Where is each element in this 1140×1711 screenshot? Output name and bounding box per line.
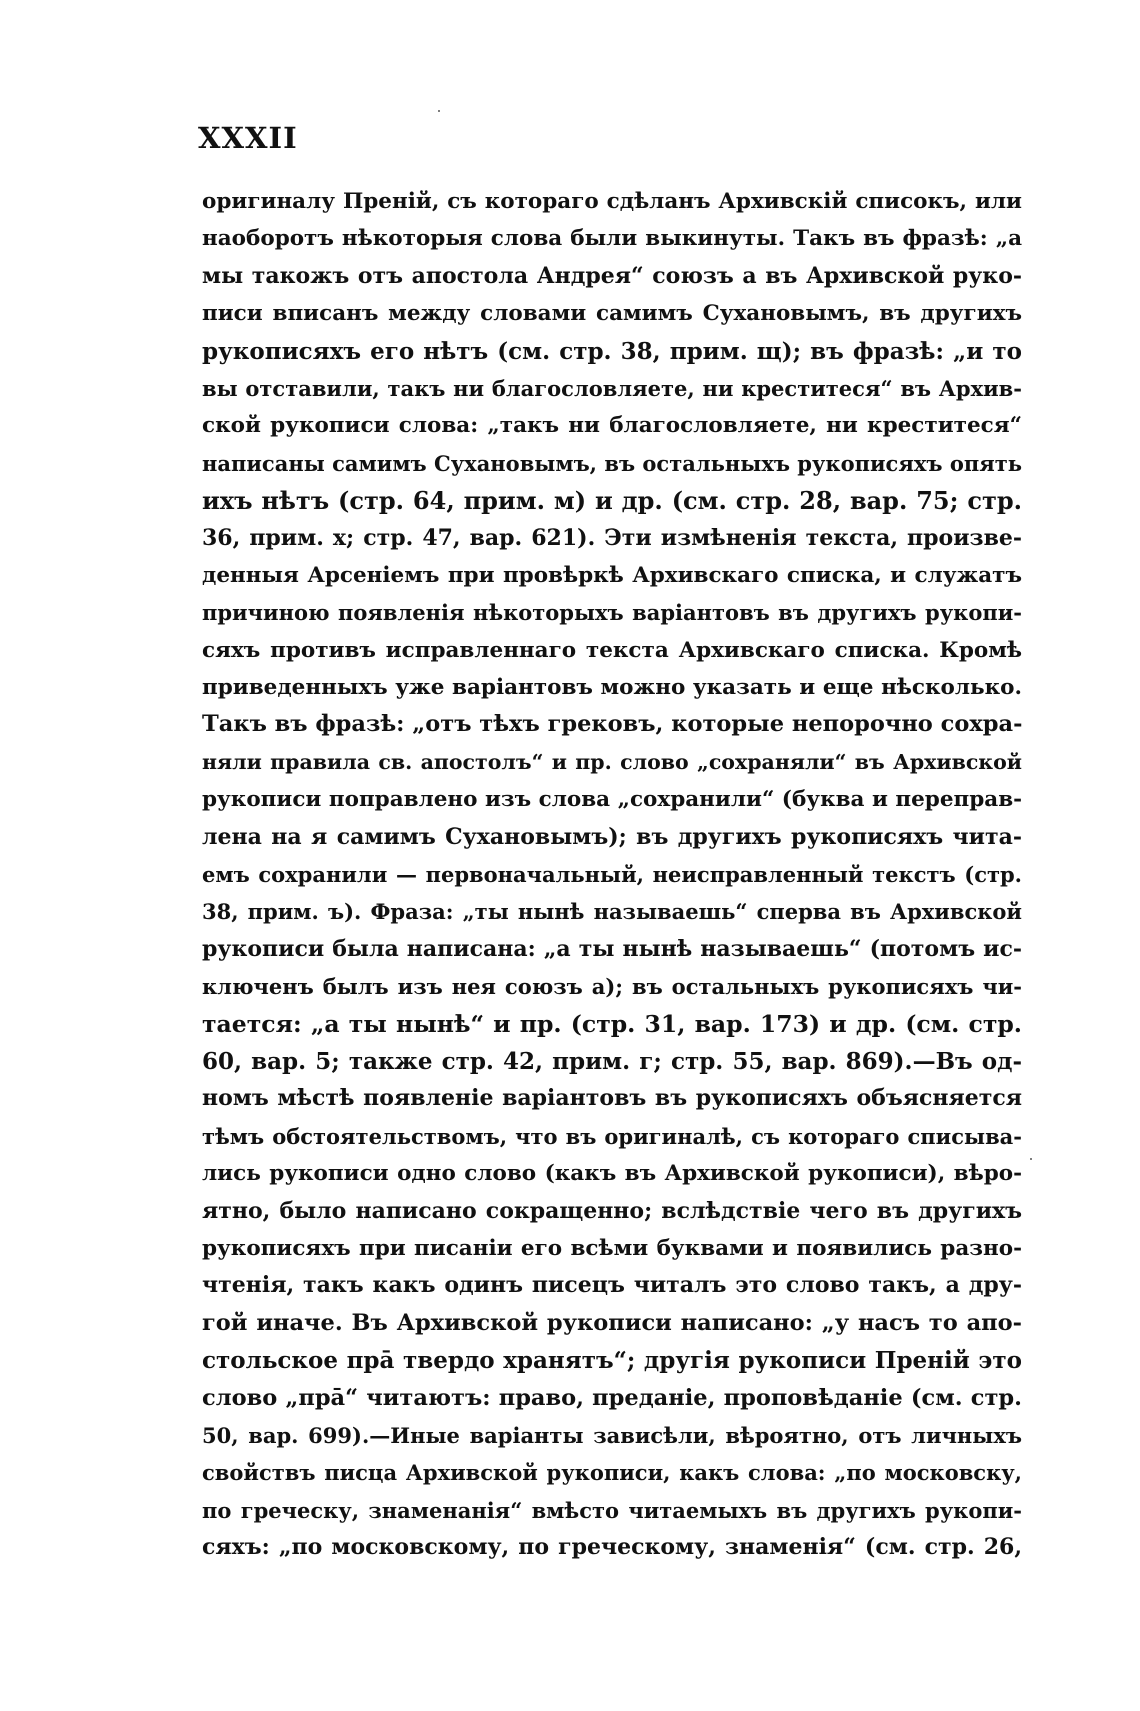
text-line: гой иначе. Въ Архивской рукописи написано: „у насъ то апо- xyxy=(202,1309,1022,1336)
text-line: написаны самимъ Сухановымъ, въ остальныхъ рукописяхъ опять xyxy=(202,450,1022,476)
text-line: емъ сохранили — первоначальный, неисправленный текстъ (стр. xyxy=(202,862,1022,888)
text-line: ихъ нѣтъ (стр. 64, прим. м) и др. (см. стр. 28, вар. 75; стр. xyxy=(202,486,1022,516)
text-line: стольское пра̄ твердо хранятъ“; другія рукописи Преній это xyxy=(202,1347,1022,1375)
text-line: 36, прим. х; стр. 47, вар. 621). Эти измѣненія текста, произве- xyxy=(202,524,1022,551)
text-line: ятно, было написано сокращенно; вслѣдствіе чего въ другихъ xyxy=(202,1197,1022,1224)
text-line: номъ мѣстѣ появленіе варіантовъ въ рукописяхъ объясняется xyxy=(202,1085,1022,1112)
page-number: XXXII xyxy=(198,121,298,155)
text-line: причиною появленія нѣкоторыхъ варіантовъ въ другихъ рукопи- xyxy=(202,600,1022,626)
text-line: оригиналу Преній, съ котораго сдѣланъ Архивскій списокъ, или xyxy=(202,189,1022,214)
text-line: чтенія, такъ какъ одинъ писецъ читалъ это слово такъ, а дру- xyxy=(202,1272,1022,1299)
body-text xyxy=(202,183,1022,1566)
text-line: наоборотъ нѣкоторыя слова были выкинуты. Такъ въ фразѣ: „а xyxy=(202,226,1022,252)
text-line: тѣмъ обстоятельствомъ, что въ оригиналѣ, съ котораго списыва- xyxy=(202,1123,1022,1149)
scan-speck xyxy=(1030,1158,1032,1160)
text-line: свойствъ писца Архивской рукописи, какъ слова: „по московску, xyxy=(202,1460,1022,1486)
text-line: лена на я самимъ Сухановымъ); въ другихъ рукописяхъ чита- xyxy=(202,823,1022,850)
text-line: тается: „а ты нынѣ“ и пр. (стр. 31, вар. 173) и др. (см. стр. xyxy=(202,1009,1022,1038)
text-line: рукописяхъ при писаніи его всѣми буквами и появились разно- xyxy=(202,1235,1022,1261)
text-line: лись рукописи одно слово (какъ въ Архивской рукописи), вѣро- xyxy=(202,1161,1022,1187)
text-line: сяхъ: „по московскому, по греческому, знаменія“ (см. стр. 26, xyxy=(202,1534,1022,1561)
text-line: писи вписанъ между словами самимъ Сухановымъ, въ другихъ xyxy=(202,301,1022,327)
text-line: ской рукописи слова: „такъ ни благословляете, ни креститеся“ xyxy=(202,413,1022,439)
scan-speck xyxy=(438,110,440,112)
text-line: приведенныхъ уже варіантовъ можно указать и еще нѣсколько. xyxy=(202,675,1022,701)
text-line: 38, прим. ъ). Фраза: „ты нынѣ называешь“ сперва въ Архивской xyxy=(202,899,1022,925)
text-line: сяхъ противъ исправленнаго текста Архивскаго списка. Кромѣ xyxy=(202,637,1022,663)
text-line: рукописи поправлено изъ слова „сохранили“ (буква и переправ- xyxy=(202,787,1022,813)
text-line: денныя Арсеніемъ при провѣркѣ Архивскаго списка, и служатъ xyxy=(202,562,1022,588)
text-line: Такъ въ фразѣ: „отъ тѣхъ грековъ, которые непорочно сохра- xyxy=(202,711,1022,738)
text-line: по греческу, знаменанія“ вмѣсто читаемыхъ въ другихъ рукопи- xyxy=(202,1497,1022,1523)
text-line: вы отставили, такъ ни благословляете, ни креститеся“ въ Архив- xyxy=(202,375,1022,401)
text-line: 50, вар. 699).—Иные варіанты зависѣли, вѣроятно, отъ личныхъ xyxy=(202,1422,1022,1448)
text-line: рукописи была написана: „а ты нынѣ называешь“ (потомъ ис- xyxy=(202,935,1022,962)
text-line: няли правила св. апостолъ“ и пр. слово „сохраняли“ въ Архивской xyxy=(202,749,1022,774)
text-line: рукописяхъ его нѣтъ (см. стр. 38, прим. щ); въ фразѣ: „и то xyxy=(202,337,1022,365)
text-line: слово „пра̄“ читаютъ: право, преданіе, проповѣданіе (см. стр. xyxy=(202,1384,1022,1411)
text-line: мы такожъ отъ апостола Андрея“ союзъ а въ Архивской руко- xyxy=(202,262,1022,289)
text-line: 60, вар. 5; также стр. 42, прим. г; стр. 55, вар. 869).—Въ од- xyxy=(202,1047,1022,1075)
text-line: ключенъ былъ изъ нея союзъ а); въ остальныхъ рукописяхъ чи- xyxy=(202,974,1022,1000)
